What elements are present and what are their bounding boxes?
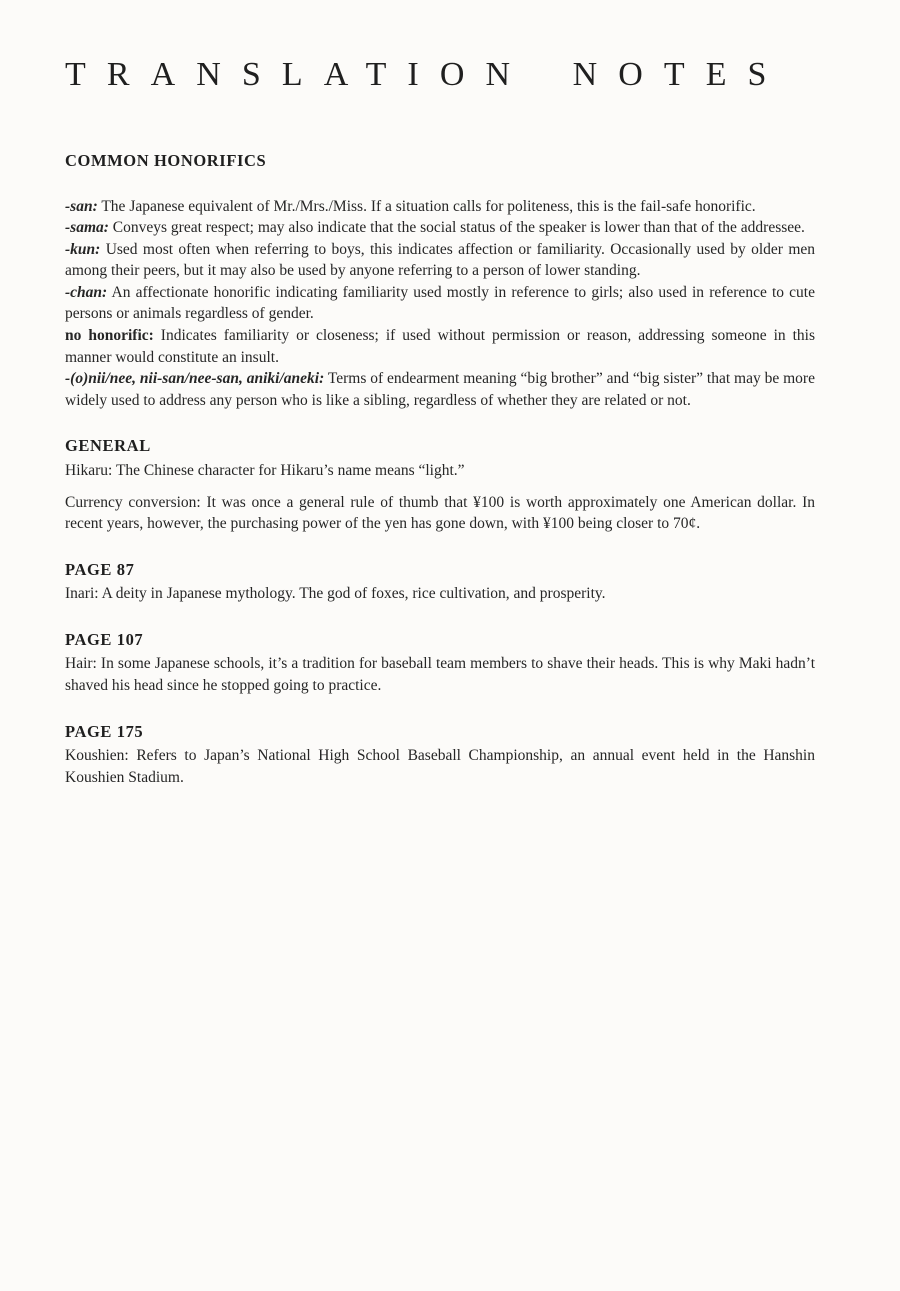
honorific-entry-nii-nee [65,368,815,411]
honorific-entry-no-honorific [65,325,815,368]
honorific-term: -san: [65,197,98,215]
section-page-87 [65,559,815,605]
section-heading-page-107: PAGE 107 [65,629,144,649]
section-heading-page-175: PAGE 175 [65,721,144,741]
honorific-definition: Conveys great respect; may also indicate that the social status of the speaker is lower than that of the addressee. [112,219,805,237]
note-paragraph-inari: Inari: A deity in Japanese mythology. The god of foxes, rice cultivation, and prosperity. [65,585,606,603]
page-title: TRANSLATION NOTES [65,56,788,93]
section-page-175 [65,721,815,789]
note-paragraph-koushien: Koushien: Refers to Japan’s National High School Baseball Championship, an annual event held in the Hanshin Koushien Stadium. [65,747,815,786]
note-paragraph-currency: Currency conversion: It was once a general rule of thumb that ¥100 is worth approximately one American dollar. In recent years, however, the purchasing power of the yen has gone down, with ¥100 being closer to 70¢. [65,493,815,533]
section-heading-page-87: PAGE 87 [65,559,135,579]
honorific-entry-sama [65,217,815,239]
honorific-entry-san [65,196,815,218]
honorific-term: -sama: [65,219,109,237]
section-common-honorifics [65,150,815,411]
section-page-107 [65,629,815,697]
honorific-term: no honorific: [65,327,154,345]
honorific-term: -kun: [65,240,101,258]
honorifics-block [65,196,815,412]
honorific-definition: The Japanese equivalent of Mr./Mrs./Miss. If a situation calls for politeness, this is the fail-safe honorific. [101,197,756,215]
honorific-definition: Indicates familiarity or closeness; if used without permission or reason, addressing someone in this manner would constitute an insult. [65,327,815,366]
section-general [65,435,815,534]
section-heading-common-honorifics: COMMON HONORIFICS [65,151,267,170]
honorific-term: -(o)nii/nee, nii-san/nee-san, aniki/aneki: [65,370,325,388]
honorific-definition: Used most often when referring to boys, this indicates affection or familiarity. Occasionally used by older men among their peers, but it may also be used by anyone referring to a person of lower standing. [65,240,816,280]
note-paragraph-hikaru: Hikaru: The Chinese character for Hikaru’s name means “light.” [65,461,465,479]
honorific-entry-kun [65,239,815,282]
note-paragraph-hair: Hair: In some Japanese schools, it’s a tradition for baseball team members to shave their heads. This is why Maki hadn’t shaved his head since he stopped going to practice. [65,655,815,694]
section-heading-general: GENERAL [65,436,151,456]
honorific-term: -chan: [65,283,108,301]
honorific-definition: Terms of endearment meaning “big brother” and “big sister” that may be more widely used to address any person who is like a sibling, regardless of whether they are related or not. [65,370,815,409]
honorific-definition: An affectionate honorific indicating familiarity used mostly in reference to girls; also used in reference to cute persons or animals regardless of gender. [65,283,815,323]
honorific-entry-chan [65,282,815,325]
